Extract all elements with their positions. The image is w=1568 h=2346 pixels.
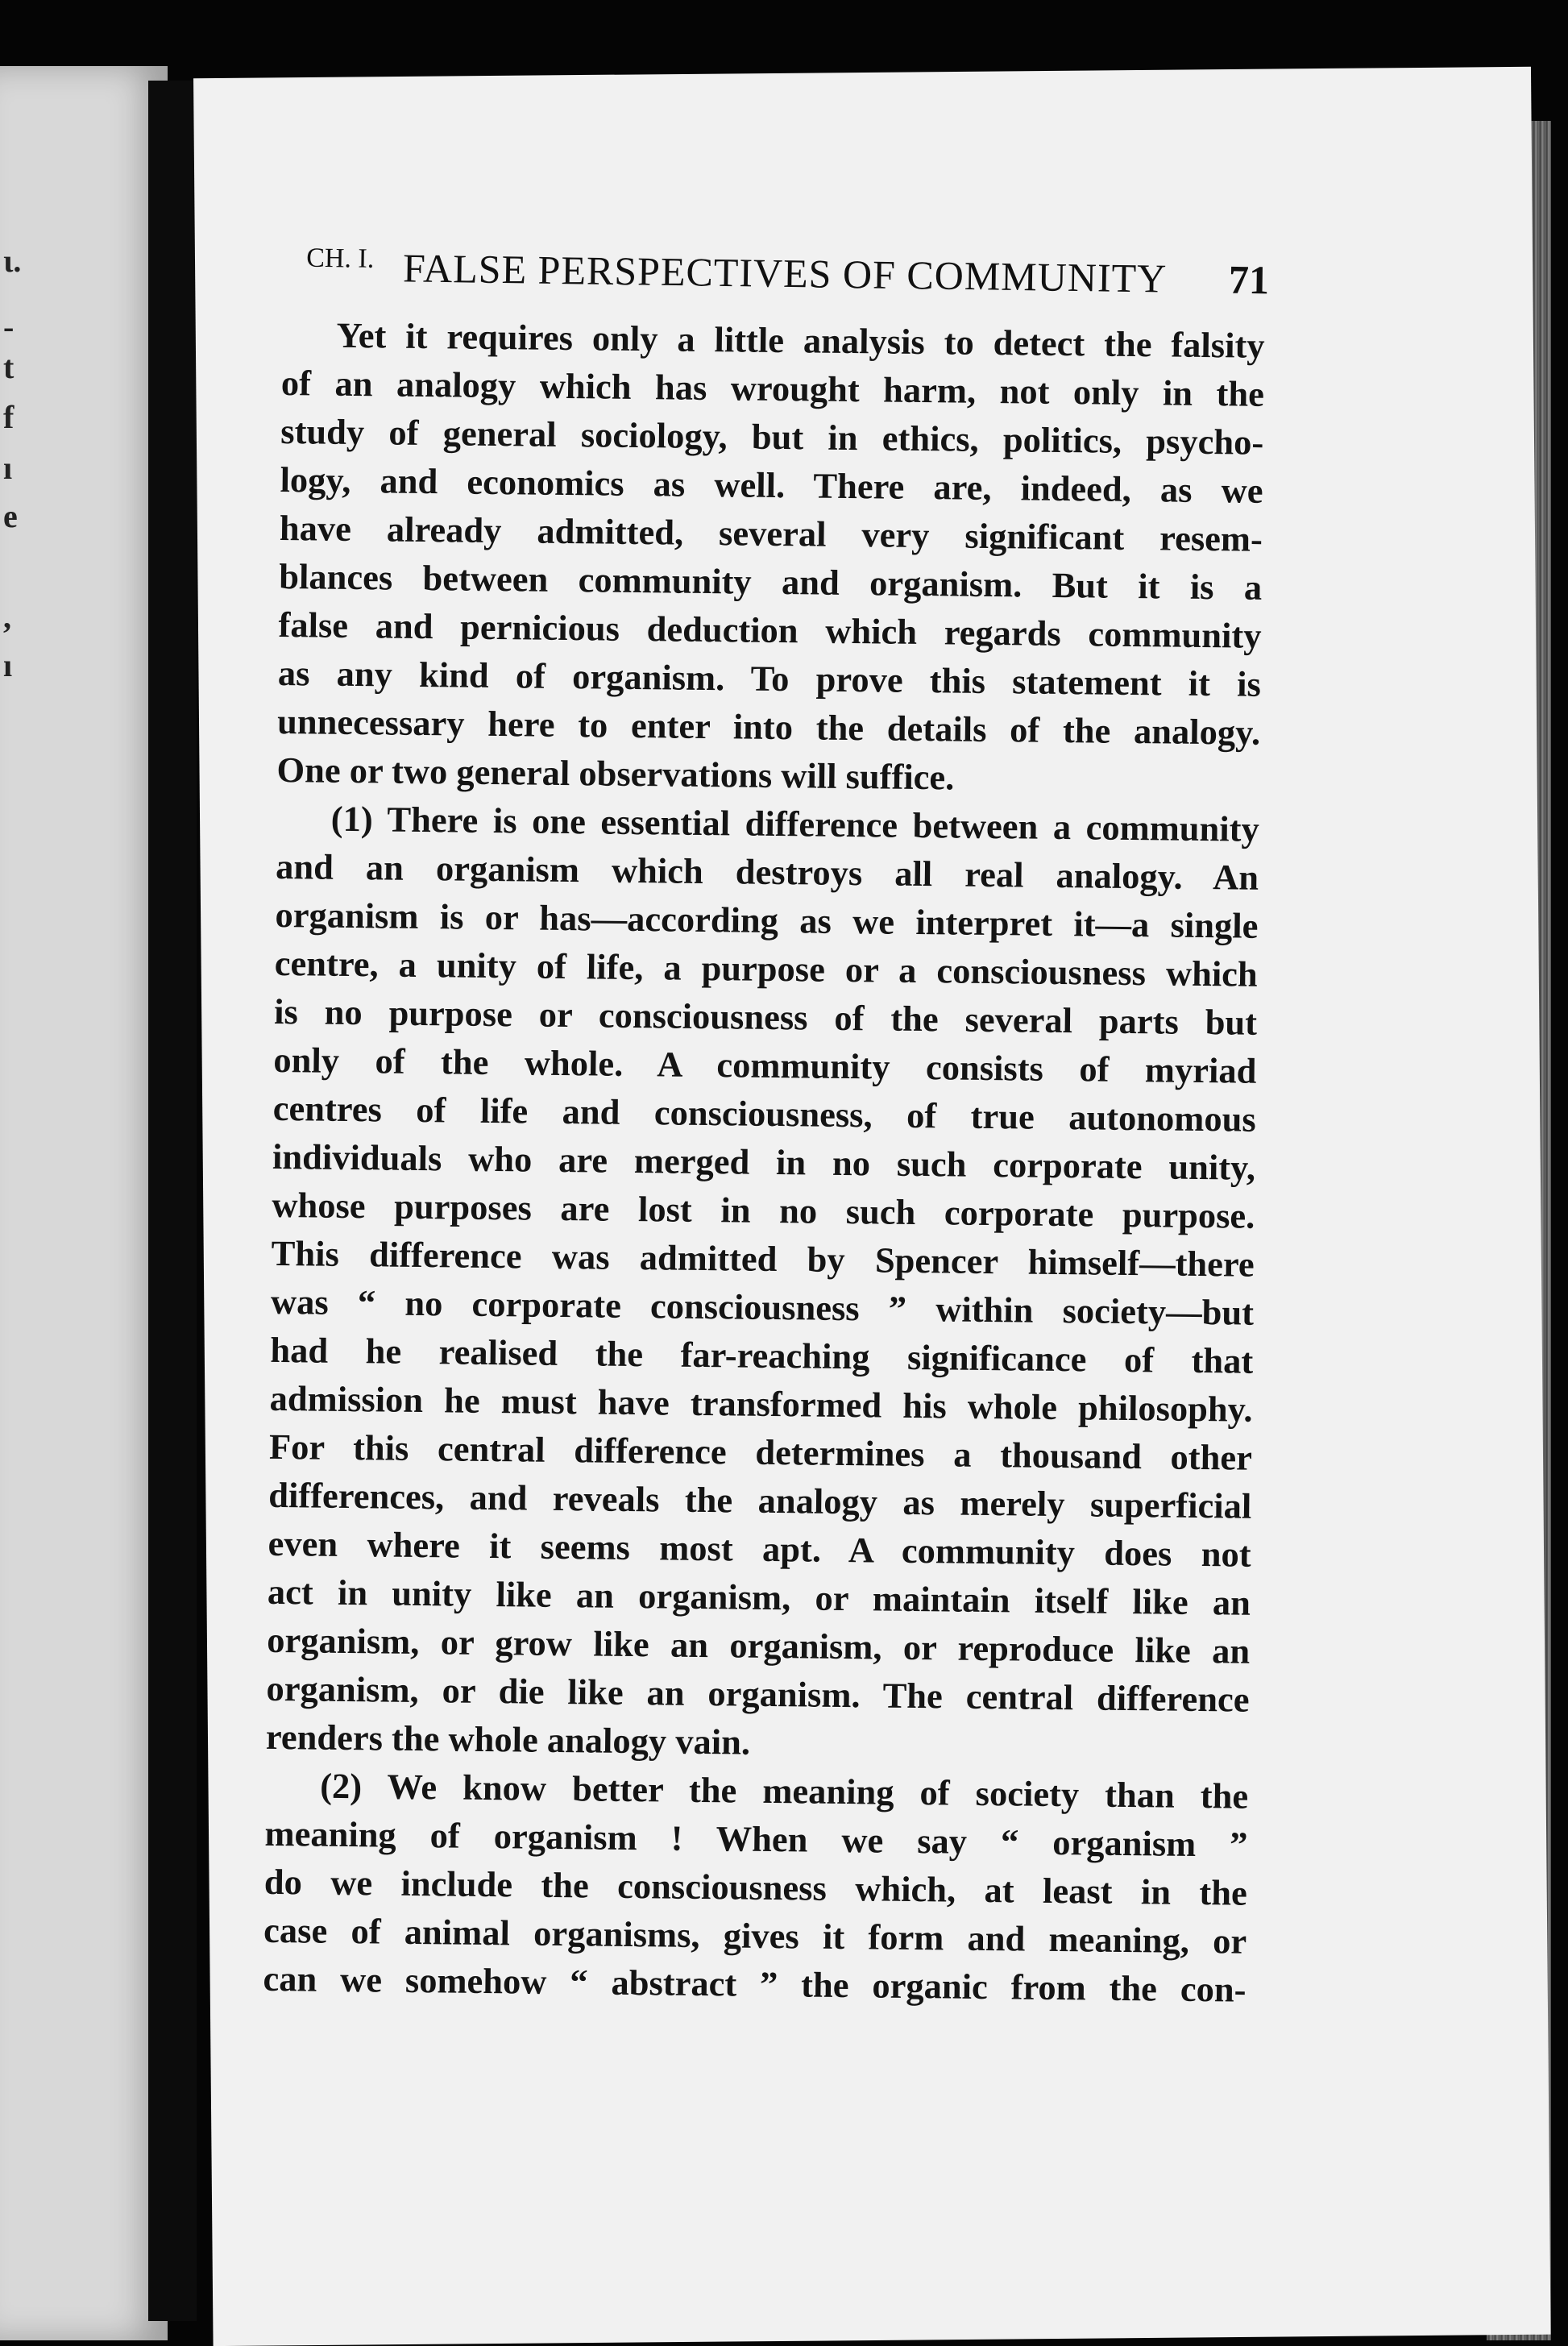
text-line: act in unity like an organism, or maintain itself like an [267,1571,1251,1623]
running-header [305,235,1269,313]
text-line: have already admitted, several very significant resem- [279,507,1263,559]
text-line: individuals who are merged in no such corporate unity, [272,1136,1256,1188]
text-line: organism, or grow like an organism, or reproduce like an [266,1619,1251,1671]
text-line: do we include the consciousness which, at least in the [263,1861,1248,1913]
text-line: centre, a unity of life, a purpose or a consciousness which [274,942,1259,994]
adjacent-page [0,66,168,2340]
book-gutter [148,81,197,2321]
text-line: was “ no corporate consciousness ” within society—but [270,1281,1255,1333]
chapter-mark: CH. I. [305,243,375,274]
text-line: This difference was admitted by Spencer himself—there [271,1232,1255,1285]
left-page-fragment: , [3,599,11,635]
text-line: differences, and reveals the analogy as merely superficial [268,1474,1252,1526]
text-line: blances between community and organism. But it is a [278,555,1263,608]
text-line: whose purposes are lost in no such corporate purpose. [272,1184,1255,1236]
text-line: (1) There is one essential difference between a community [330,798,1260,849]
text-line: meaning of organism ! When we say “ organism ” [264,1812,1248,1865]
body-text [263,310,1265,2014]
text-line: (2) We know better the meaning of society than the [319,1765,1249,1817]
running-title: FALSE PERSPECTIVES OF COMMUNITY [402,245,1168,301]
page-number: 71 [1228,256,1270,303]
text-line: of an analogy which has wrought harm, not only in the [280,362,1265,414]
left-page-fragment: e [3,498,18,534]
text-line: organism is or has—according as we interpret it—a single [275,894,1259,946]
left-page-fragment: ι. [3,243,22,279]
text-line: even where it seems most apt. A community does not [268,1522,1251,1575]
text-line: For this central difference determines a thousand other [268,1426,1253,1478]
text-line: One or two general observations will suffice. [276,749,955,798]
text-line: admission he must have transformed his whole philosophy. [269,1377,1253,1430]
text-line: and an organism which destroys all real analogy. An [275,845,1259,898]
left-page-fragment: - [3,309,15,345]
text-line: only of the whole. A community consists of myriad [273,1039,1257,1091]
left-page-fragment: ı [3,450,13,486]
text-line: as any kind of organism. To prove this statement it is [277,652,1262,704]
text-line: organism, or die like an organism. The central difference [266,1667,1250,1720]
left-page-fragment: ı [3,647,13,683]
text-line: false and pernicious deduction which regards community [278,604,1262,656]
text-line: unnecessary here to enter into the details of the analogy. [276,700,1261,753]
text-line: study of general sociology, but in ethics, politics, psycho- [280,410,1264,463]
left-page-fragment: t [3,349,15,385]
text-line: case of animal organisms, gives it form and meaning, or [263,1909,1247,1962]
text-line: centres of life and consciousness, of true autonomous [272,1087,1256,1140]
text-line: logy, and economics as well. There are, indeed, as we [280,459,1263,511]
text-line: renders the whole analogy vain. [265,1716,751,1763]
left-page-fragment: f [3,399,15,435]
text-line: Yet it requires only a little analysis to detect the falsity [336,314,1265,366]
text-line: can we somehow “ abstract ” the organic from the con- [263,1958,1247,2010]
text-line: had he realised the far-reaching significance of that [270,1329,1254,1381]
text-line: is no purpose or consciousness of the several parts but [273,990,1258,1043]
